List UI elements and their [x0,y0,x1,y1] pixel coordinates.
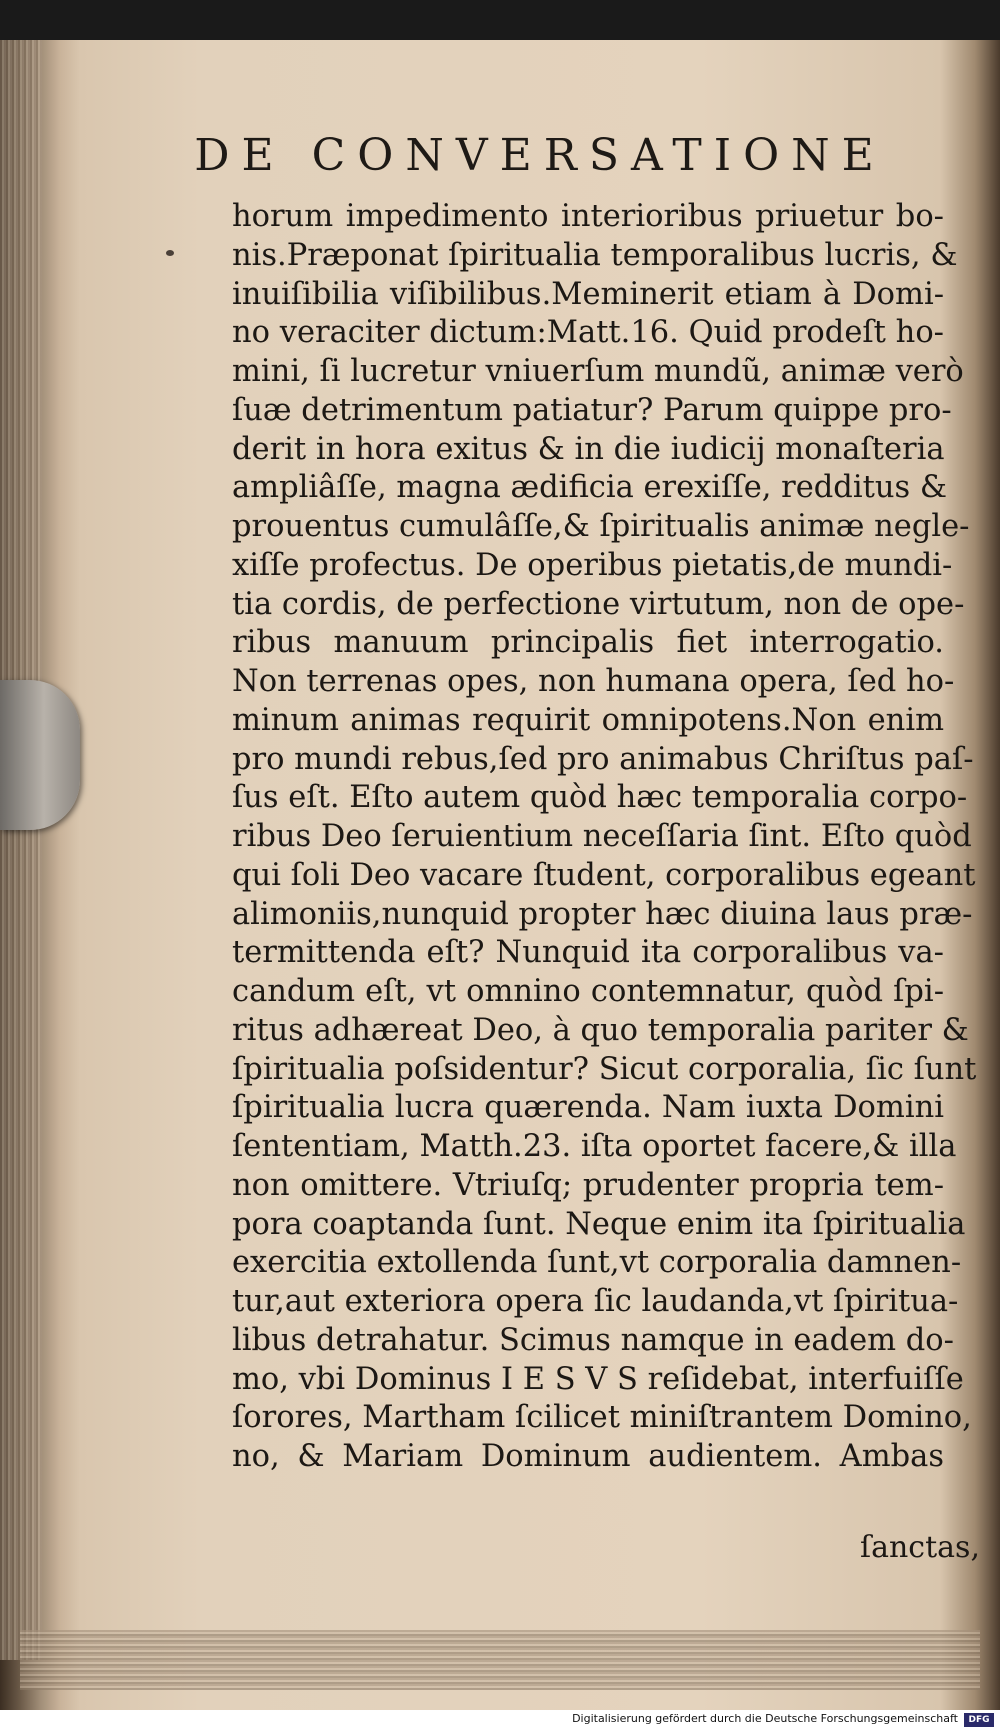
text-line: prouentus cumulâſſe,& ſpiritualis animæ negle- [232,509,970,544]
text-line: no veraciter dictum:Matt.16. Quid prodeſt ho- [232,315,944,351]
dfg-logo: DFG [964,1713,994,1727]
text-line: ſpiritualia poſsidentur? Sicut corporalia, ſic ſunt [232,1051,977,1087]
text-line: inuiſibilia viſibilibus.Meminerit etiam à Domi- [232,276,944,312]
text-line: nis.Præponat ſpiritualia temporalibus lucris, & [232,237,958,273]
body-text [232,198,977,1477]
text-line: pro mundi rebus,ſed pro animabus Chriſtus paſ- [232,741,974,777]
text-line: candum eſt, vt omnino contemnatur, quòd ſpi- [232,974,944,1009]
text-line: ritus adhæreat Deo, à quo temporalia pariter & [232,1012,969,1048]
text-line: qui ſoli Deo vacare ſtudent, corporalibus egeant [232,857,976,893]
text-line: ſententiam, Matth.23. iſta oportet facere,& illa [232,1129,957,1164]
funding-credit: Digitalisierung gefördert durch die Deutsche Forschungsgemeinschaft [572,1712,958,1725]
text-line: mini, ſi lucretur vniuerſum mundũ, animæ verò [232,354,964,389]
text-line: ampliâſſe, magna ædificia erexiſſe, redditus & [232,470,947,506]
text-line: termittenda eſt? Nunquid ita corporalibus va- [232,935,944,971]
page-edges-left [0,40,42,1660]
text-line: ribus manuum principalis fiet interrogatio. [232,625,944,661]
text-line: pora coaptanda ſunt. Neque enim ita ſpiritualia [232,1206,966,1242]
page-edges-bottom [20,1630,980,1690]
catchword: ſanctas, [860,1530,980,1565]
text-line: ſuæ detrimentum patiatur? Parum quippe pro- [232,392,952,428]
text-line: ribus Deo ſeruientium neceſſaria ſint. Eſto quòd [232,819,972,854]
text-line: mo, vbi Dominus I E S V S reſidebat, interfuiſſe [232,1361,964,1397]
text-line: Non terrenas opes, non humana opera, ſed ho- [232,664,955,699]
text-line: no, & Mariam Dominum audientem. Ambas [232,1439,944,1474]
text-line: xiſſe profectus. De operibus pietatis,de mundi- [232,547,953,583]
book-clasp [0,680,80,830]
text-line: ſus eſt. Eſto autem quòd hæc temporalia corpo- [232,780,968,816]
text-line: libus detrahatur. Scimus namque in eadem do- [232,1322,954,1358]
text-line: non omittere. Vtriuſq; prudenter propria tem- [232,1167,944,1203]
running-header: DE CONVERSATIONE [194,130,886,181]
text-line: tia cordis, de perfectione virtutum, non de ope- [232,586,965,622]
text-line: ſpiritualia lucra quærenda. Nam iuxta Domini [232,1090,944,1126]
text-line: exercitia extollenda ſunt,vt corporalia damnen- [232,1245,962,1281]
text-line: horum impedimento interioribus priuetur bo- [232,199,944,234]
text-line: alimoniis,nunquid propter hæc diuina laus præ- [232,896,973,932]
text-line: tur,aut exteriora opera ſic laudanda,vt ſpiritua- [232,1284,959,1319]
text-line: derit in hora exitus & in die iudicij monaſteria [232,431,945,467]
text-line: minum animas requirit omnipotens.Non enim [232,702,944,738]
text-line: ſorores, Martham ſcilicet miniſtrantem Domino, [232,1400,972,1436]
margin-ink-mark [166,250,174,256]
